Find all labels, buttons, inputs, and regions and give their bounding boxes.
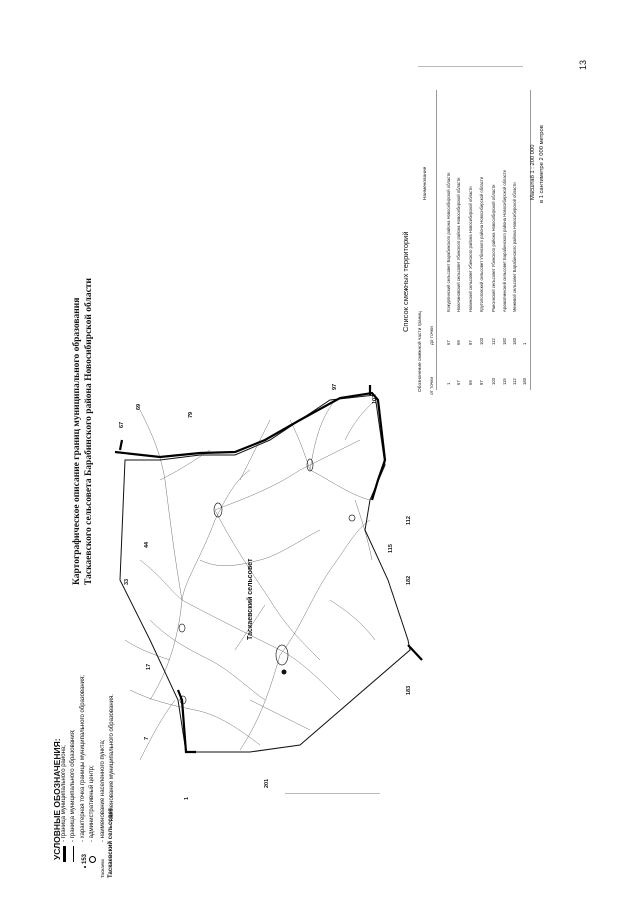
legend-item-municipality: - граница муниципального образования; bbox=[70, 729, 76, 842]
row-name: Крутологовский сельсовет Убинского района Новосибирской области bbox=[479, 176, 484, 312]
point-label: 182 bbox=[406, 575, 412, 585]
adjacent-title: Список смежных территорий bbox=[401, 231, 410, 332]
map-title-line2: Таскаевского сельсовета Барабинского района Новосибирской области bbox=[84, 278, 94, 585]
row-name: Новочановский сельсовет Убинского района Новосибирской области bbox=[456, 177, 461, 312]
adjacent-col-from: от точки bbox=[430, 376, 435, 395]
point-label: 44 bbox=[144, 541, 150, 548]
legend-item-district: - граница муниципального района; bbox=[61, 745, 67, 842]
point-label: 79 bbox=[188, 411, 194, 418]
point-label: 1 bbox=[184, 796, 190, 800]
point-label: 183 bbox=[406, 685, 412, 695]
legend-settlement-code: Таскаево bbox=[100, 858, 105, 878]
adjacent-table-rule bbox=[530, 90, 531, 390]
point-label: 112 bbox=[406, 516, 412, 525]
legend-point-code: 153 bbox=[82, 853, 88, 864]
row-from: 1 bbox=[446, 382, 451, 385]
point-label: 97 bbox=[332, 383, 338, 390]
legend-center-icon bbox=[89, 856, 96, 863]
row-name: Межевой сельсовет Барабинского района Новосибирской области bbox=[512, 182, 517, 312]
row-name: Новинский сельсовет Убинского района Новосибирской области bbox=[468, 186, 473, 312]
row-from: 112 bbox=[512, 378, 517, 385]
adjacent-col-to: до точки bbox=[430, 326, 435, 345]
point-label: 33 bbox=[124, 578, 130, 585]
page-number: 13 bbox=[578, 59, 588, 70]
district-boundary bbox=[115, 385, 422, 752]
point-label: 69 bbox=[136, 403, 142, 410]
row-to: 112 bbox=[491, 338, 496, 345]
municipality-boundary bbox=[120, 395, 410, 752]
row-name: Ароматненский сельсовет Барабинского района Новосибирской области bbox=[502, 169, 507, 312]
adjacent-col-name: Наименование bbox=[423, 166, 428, 200]
point-label: 7 bbox=[144, 736, 150, 740]
adjacent-table-rule bbox=[436, 90, 437, 390]
legend-point-icon bbox=[84, 866, 86, 868]
scale-ratio: Масштаб 1 : 200 000 bbox=[530, 144, 536, 200]
legend-item-center: - административный центр; bbox=[89, 765, 95, 842]
legend-thick-line-icon bbox=[63, 846, 66, 862]
scale-description: в 1 сантиметре 2 000 метров bbox=[539, 125, 545, 203]
point-label: 115 bbox=[388, 544, 394, 553]
admin-center-marker bbox=[282, 670, 287, 675]
row-from: 115 bbox=[502, 378, 507, 385]
legend-item-municipality-name: - наименование муниципального образования. bbox=[109, 694, 115, 825]
row-to: 103 bbox=[479, 338, 484, 345]
row-to: 69 bbox=[456, 340, 461, 345]
row-to: 97 bbox=[468, 340, 473, 345]
row-to: 183 bbox=[512, 338, 517, 345]
row-to: 182 bbox=[502, 338, 507, 345]
legend-thin-line-icon bbox=[73, 846, 74, 862]
row-from: 69 bbox=[468, 380, 473, 385]
row-from: 67 bbox=[456, 380, 461, 385]
row-name: Раисинский сельсовет Убинского района Новосибирской области bbox=[491, 184, 496, 312]
row-to: 67 bbox=[446, 340, 451, 345]
legend-title: УСЛОВНЫЕ ОБОЗНАЧЕНИЯ: bbox=[52, 738, 62, 860]
point-label: 67 bbox=[119, 421, 125, 428]
point-label: 201 bbox=[264, 778, 270, 788]
legend-item-settlement: - наименование населенного пункта; bbox=[100, 739, 106, 842]
row-to: 1 bbox=[522, 342, 527, 345]
row-name: Кожурлинский сельсовет Барабинского района Новосибирской области bbox=[446, 172, 451, 312]
settlement-markers bbox=[179, 459, 355, 704]
map-title-line1: Картографическое описание границ муниципального образования bbox=[72, 297, 82, 585]
adjacent-col-group-header: Обозначение смежной части границ bbox=[418, 311, 423, 392]
point-label: 103 bbox=[372, 394, 378, 404]
row-from: 97 bbox=[479, 380, 484, 385]
territory-label: Таскаевский сельсовет bbox=[247, 558, 254, 640]
legend-municipality-code: Таскаевский сельсовет bbox=[108, 808, 114, 878]
boundary-point-labels bbox=[119, 384, 412, 800]
row-from: 183 bbox=[522, 378, 527, 385]
legend-item-point: - характерная точка границы муниципального образования; bbox=[80, 675, 86, 842]
row-from: 103 bbox=[491, 378, 496, 385]
point-label: 17 bbox=[146, 663, 152, 670]
